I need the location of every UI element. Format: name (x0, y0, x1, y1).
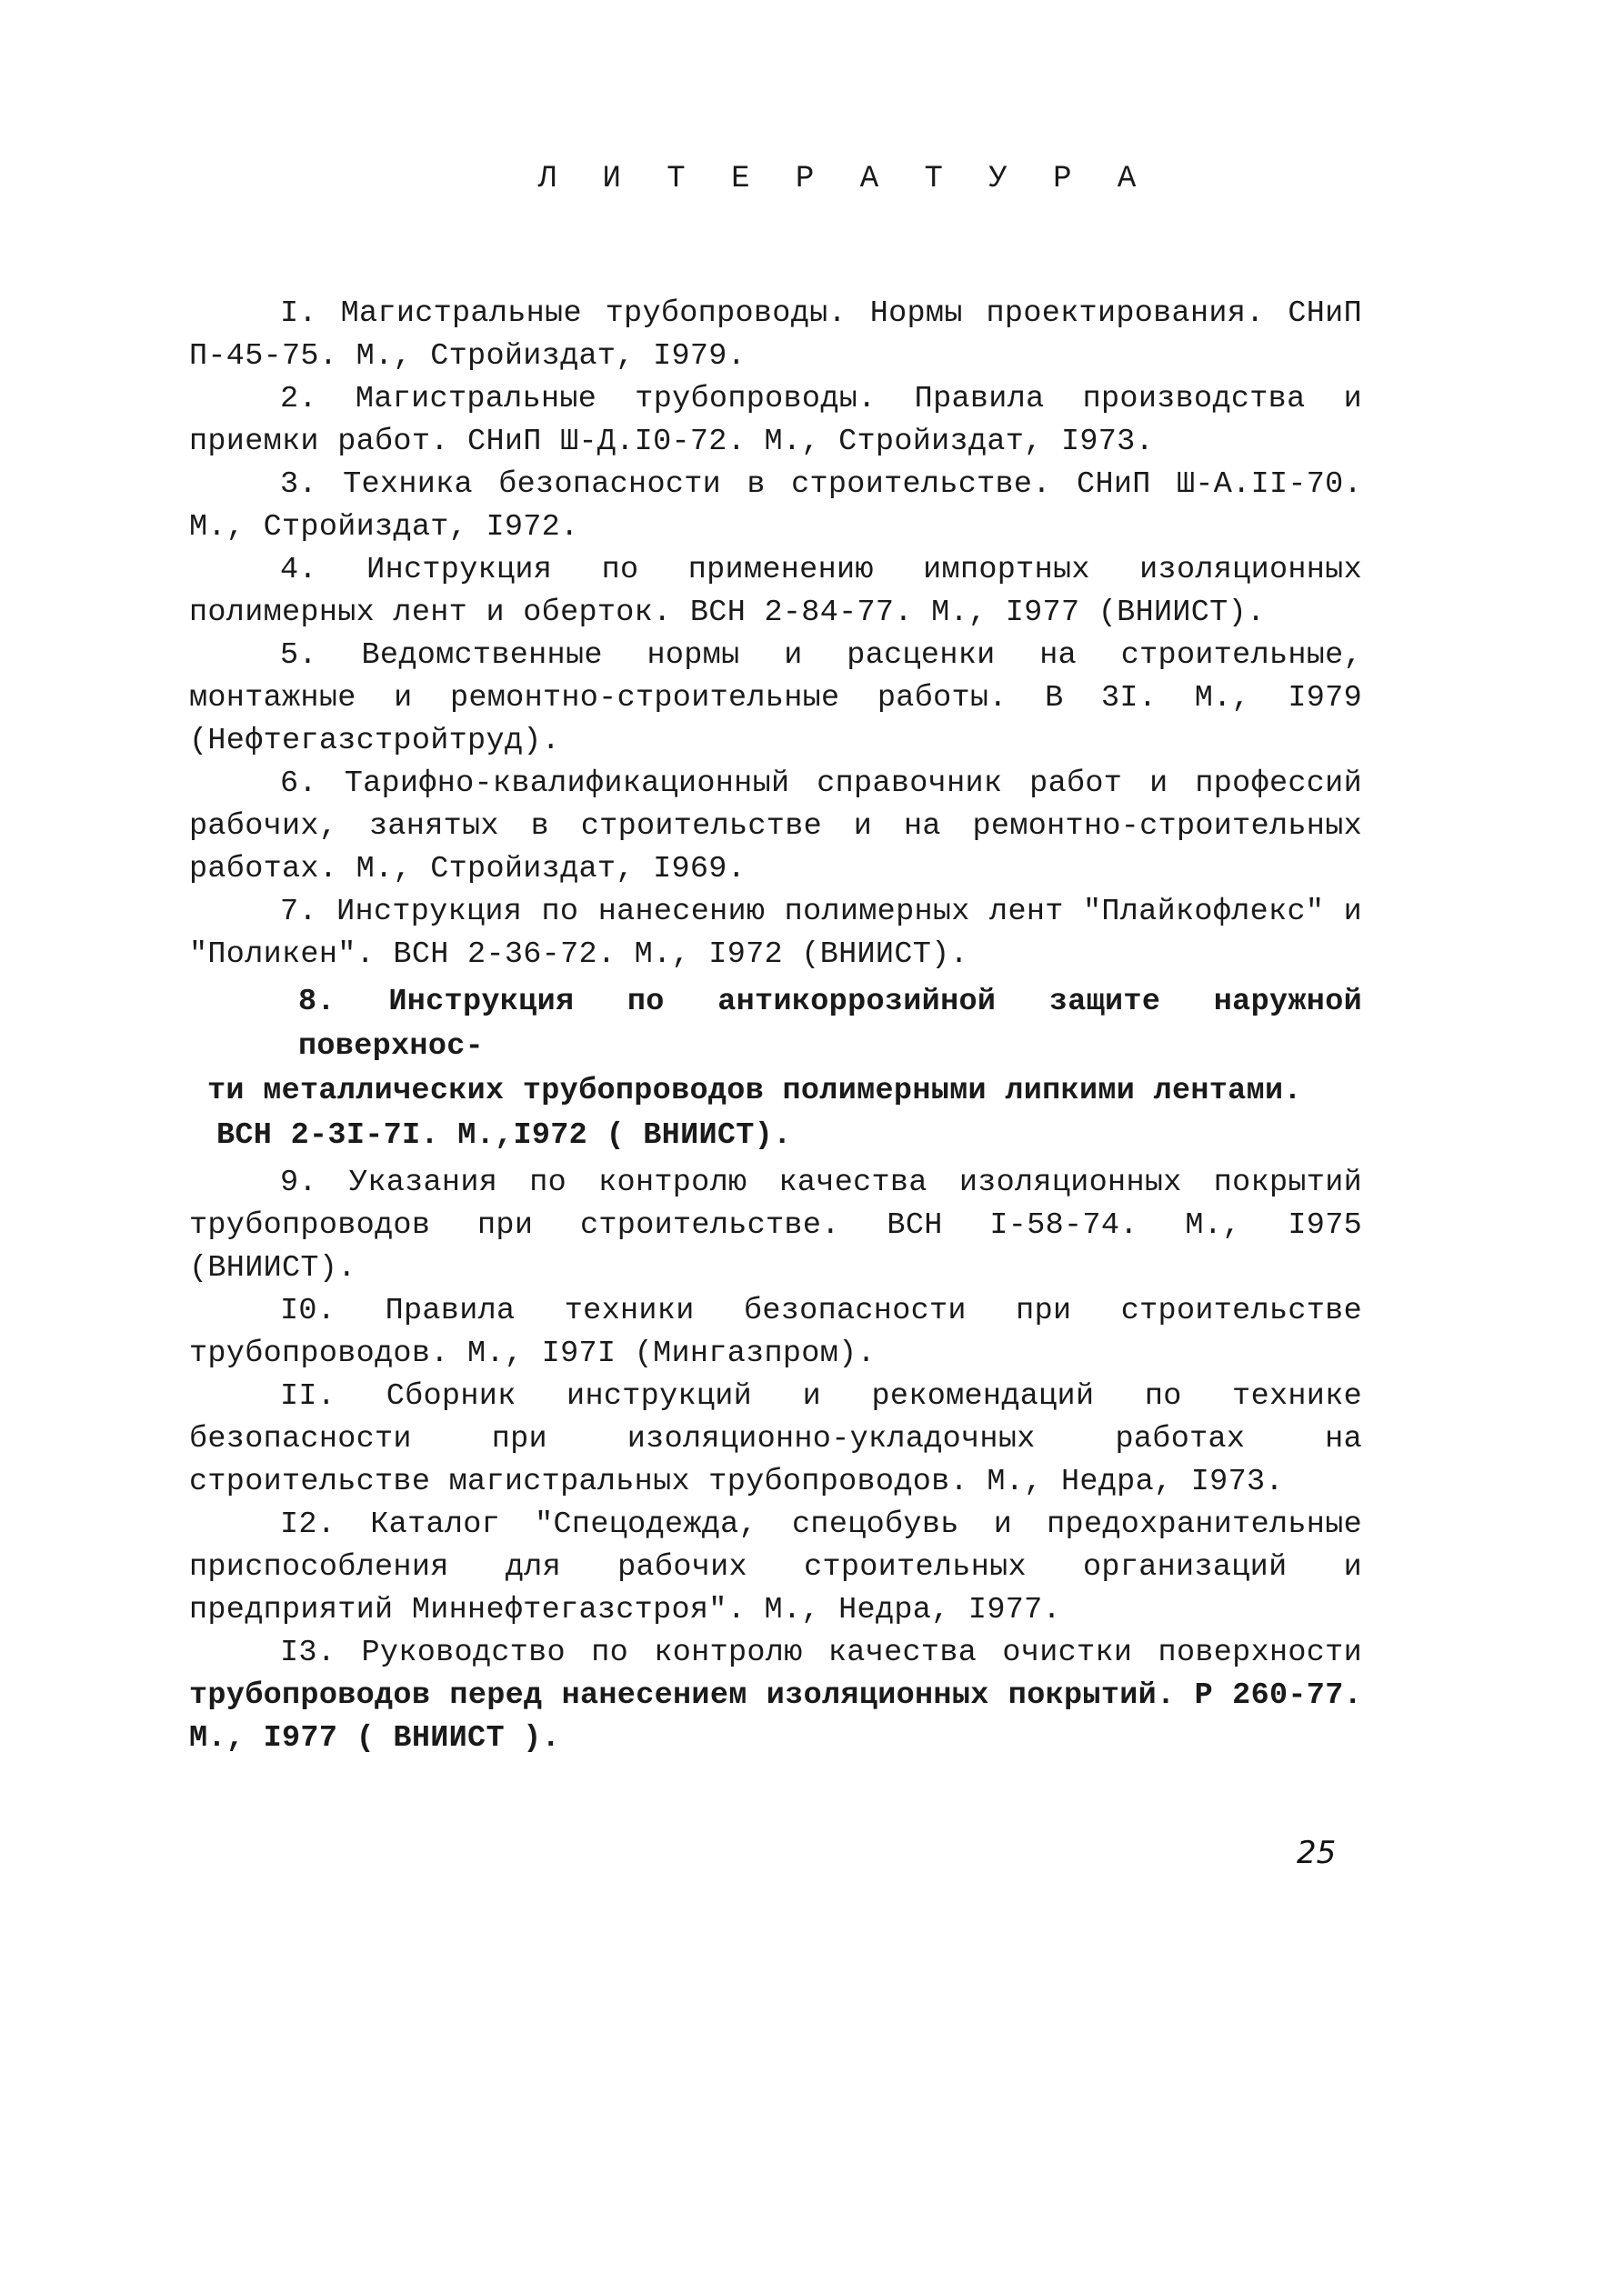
reference-item-1: I. Магистральные трубопроводы. Нормы проектирования. СНиП П-45-75. М., Стройиздат, I979. (189, 296, 1362, 374)
reference-item-2: 2. Магистральные трубопроводы. Правила производства и приемки работ. СНиП Ш-Д.I0-72. М., Стройиздат, I973. (189, 382, 1362, 459)
page-title: Л И Т Е Р А Т У Р А (537, 162, 1150, 196)
reference-item-7: 7. Инструкция по нанесению полимерных лент "Плайкофлекс" и "Поликен". ВСН 2-36-72. М., I972 (ВНИИСТ). (189, 895, 1362, 972)
page-number: 25 (1297, 1835, 1337, 1871)
reference-item-8-line-3: ВСН 2-3I-7I. М.,I972 ( ВНИИСТ). (216, 1118, 792, 1153)
reference-item-8-line-2: ти металлических трубопроводов полимерными липкими лентами. (207, 1074, 1302, 1108)
reference-item-8 (189, 980, 1362, 1158)
reference-item-8-line-1: 8. Инструкция по антикоррозийной защите наружной поверхнос- (298, 985, 1362, 1064)
reference-item-3: 3. Техника безопасности в строительстве. СНиП Ш-А.II-70. М., Стройиздат, I972. (189, 467, 1362, 545)
reference-item-6: 6. Тарифно-квалификационный справочник работ и профессий рабочих, занятых в строительстве и на ремонтно-строительных работах. М., Стройиздат, I969. (189, 766, 1362, 886)
reference-item-11: II. Сборник инструкций и рекомендаций по технике безопасности при изоляционно-укладочных работах на строительстве магистральных трубопроводов. М., Недра, I973. (189, 1379, 1362, 1499)
reference-item-4: 4. Инструкция по применению импортных изоляционных полимерных лент и оберток. ВСН 2-84-77. М., I977 (ВНИИСТ). (189, 553, 1362, 630)
reference-item-13 (189, 1632, 1362, 1760)
reference-item-13-plain: I3. Руководство по контролю качества очистки поверхности (280, 1636, 1362, 1670)
reference-item-13-bold: трубопроводов перед нанесением изоляционных покрытий. Р 260-77. М., I977 ( ВНИИСТ ). (189, 1678, 1362, 1756)
reference-item-9: 9. Указания по контролю качества изоляционных покрытий трубопроводов при строительстве. ВСН I-58-74. М., I975 (ВНИИСТ). (189, 1166, 1362, 1286)
reference-item-5: 5. Ведомственные нормы и расценки на строительные, монтажные и ремонтно-строительные работы. В 3I. М., I979 (Нефтегазстройтруд). (189, 638, 1362, 758)
reference-item-10: I0. Правила техники безопасности при строительстве трубопроводов. М., I97I (Мингазпром). (189, 1294, 1362, 1371)
reference-item-12: I2. Каталог "Спецодежда, спецобувь и предохранительные приспособления для рабочих строительных организаций и предприятий Миннефтегазстроя". М., Недра, I977. (189, 1507, 1362, 1627)
reference-list (189, 293, 1362, 1760)
